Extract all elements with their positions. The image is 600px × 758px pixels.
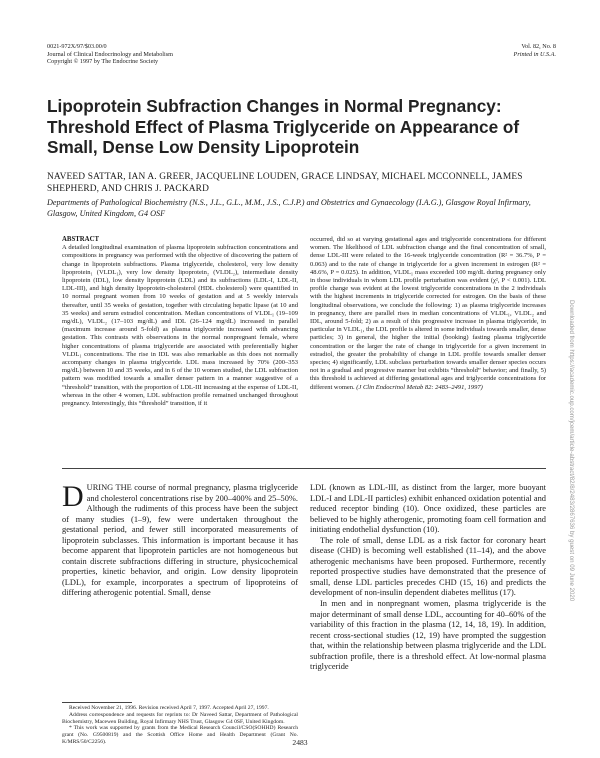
issn-line: 0021-972X/97/$03.00/0 bbox=[47, 43, 107, 50]
journal-header-left bbox=[47, 43, 173, 66]
intro-paragraph bbox=[62, 480, 298, 599]
footnote-support: * This work was supported by grants from the Medical Research Council/CSO(SOHHD) Research grant (No. G9500819) and the Scottish Office Home and Health Department (Grant No. K/MRS/50/C2256). bbox=[62, 725, 298, 745]
page-number: 2483 bbox=[292, 738, 308, 747]
abstract-left-column bbox=[62, 236, 298, 408]
volume-line: Vol. 82, No. 8 bbox=[521, 43, 556, 50]
article-title: Lipoprotein Subfraction Changes in Normal Pregnancy: Threshold Effect of Plasma Triglyceride on Appearance of Small, Dense Low Density Lipoprotein bbox=[47, 96, 520, 157]
author-list: NAVEED SATTAR, IAN A. GREER, JACQUELINE LOUDEN, GRACE LINDSAY, MICHAEL MCCONNELL, JAMES SHEPHERD, AND CHRIS J. PACKARD bbox=[47, 172, 523, 195]
download-watermark-text: Downloaded from https://academic.oup.com/jcem/article-abstract/82/8/2483/2867636 by guest on 09 June 2020 bbox=[568, 300, 575, 602]
section-divider bbox=[62, 468, 546, 469]
abstract-citation: (J Clin Endocrinol Metab 82: 2483–2491, 1997) bbox=[356, 383, 483, 391]
affiliation: Departments of Pathological Biochemistry (N.S., J.L., G.L., M.M., J.S., C.J.P.) and Obstetrics and Gynaecology (I.A.G.), Glasgow Royal Infirmary, Glasgow, United Kingdom, G4 OSF bbox=[47, 198, 531, 219]
journal-name-line: Journal of Clinical Endocrinology and Metabolism bbox=[47, 50, 173, 58]
printed-line: Printed in U.S.A. bbox=[513, 50, 556, 58]
intro-paragraph-text: URING THE course of normal pregnancy, plasma triglyceride and cholesterol concentrations rise by 200–400% and 25–50%. Although the rudiments of this process have been the subject of many studies (1–9), few were undertaken throughout the gestational period, and fewer still incorporated measurements of lipoprotein subclasses. This information is important because it has become apparent that lipoprotein particles are not homogeneous but contain discrete subfractions differing in structure, physicochemical properties, kinetic behavior, and origin. Low density lipoprotein (LDL), for example, incorporates a spectrum of lipoproteins of differing atherogenic potential. Small, dense bbox=[62, 483, 298, 598]
abstract-right-column bbox=[310, 236, 546, 392]
footnote-divider bbox=[62, 702, 132, 703]
body-paragraph-3: In men and in nonpregnant women, plasma triglyceride is the major determinant of small dense LDL, accounting for 40–60% of the variability of this fraction in the plasma (12, 14, 18, 19). In addition, recent cross-sectional studies (12, 19) have prompted the suggestion that, within the relationship between plasma triglyceride and the LDL subfraction profile, there is a threshold effect. At low-normal plasma triglyceride bbox=[310, 599, 546, 672]
abstract-left-text: A detailed longitudinal examination of plasma lipoprotein subfraction concentrations and compositions in pregnancy was performed with the objective of discovering the pattern of change in lipoprotein subfractions. Plasma triglyceride, cholesterol, very low density lipoprotein₁ (VLDL₁), very low density lipoprotein₂ (VLDL₂), intermediate density lipoprotein (IDL), low density lipoprotein (LDL) and its subfractions (LDL-I, LDL-II, LDL-III), and high density lipoprotein-cholesterol (HDL cholesterol) were quantified in 10 normal pregnant women from 10 weeks of gestation and at 5 weekly intervals thereafter, until 35 weeks of gestation, together with circulating hepatic lipase (at 10 and 35 weeks) and serum estradiol concentration. Median concentrations of VLDL₁ (19–109 mg/dL), VLDL₂ (17–103 mg/dL) and IDL (26–124 mg/dL) increased in parallel (maximum increase around 5-fold) as plasma triglyceride increased with advancing gestation. This contrasts with observations in the normal nonpregnant female, where higher concentrations of plasma triglyceride are associated with preferentially higher VLDL₁ concentrations. The rise in IDL was also remarkable as this does not normally accompany changes in plasma triglyceride. LDL mass increased by 70% (200–353 mg/dL) between 10 and 35 weeks, and in 6 of the 10 women studied, the LDL subfraction pattern was modified towards a smaller denser pattern in a manner suggestive of a “threshold” transition, with the proportion of LDL-III increasing at the expense of LDL-II, whereas in the other 4 women, LDL subfraction profile remained unchanged throughout pregnancy. Interestingly, this “threshold” transition, if it bbox=[62, 244, 298, 408]
abstract-right-text: occurred, did so at varying gestational ages and triglyceride concentrations for different women. The likelihood of LDL subfraction change and the final concentration of small, dense LDL-III were related to the 16-week triglyceride concentration (R² = 36.7%, P = 0.063) and to the rate of change in triglyceride for a given increment in estrogen (R² = 48.6%, P = 0.025). In addition, VLDL₁ mass exceeded 100 mg/dL during pregnancy only in those individuals in whom LDL profile perturbation was evident (χ², P < 0.001). LDL profile change was evident at the lowest triglyceride concentrations in the 2 individuals with the highest increments in triglyceride corrected for estrogen. On the basis of these longitudinal observations, we conclude the following: 1) as plasma triglyceride increases in pregnancy, there are parallel rises in median concentrations of VLDL₁, VLDL₂ and IDL, around 5-fold; 2) as a result of this progressive increase in plasma triglyceride, in particular in VLDL₁, the LDL profile is altered in some individuals towards smaller, dense particles; 3) in general, the higher the initial (booking) fasting plasma triglyceride concentration or the larger the rate of change in triglyceride for a given increment in estradiol, the greater the probability of change in LDL profile towards smaller denser species; 4) significantly, LDL subclass perturbation towards smaller denser species occurs not in a gradual and progressive manner but exhibits “threshold” behavior; and finally, 5) this threshold is achieved at differing gestational ages and triglyceride concentrations for different women. bbox=[310, 236, 546, 391]
footnote-received: Received November 21, 1996. Revision received April 7, 1997. Accepted April 27, 1997. bbox=[69, 705, 269, 711]
download-watermark bbox=[565, 300, 579, 720]
copyright-line: Copyright © 1997 by The Endocrine Society bbox=[47, 58, 159, 66]
body-left-column bbox=[62, 480, 298, 599]
drop-cap: D bbox=[62, 480, 84, 513]
abstract-heading: ABSTRACT bbox=[62, 236, 100, 243]
body-right-column bbox=[310, 483, 546, 673]
footnote-address: Address correspondence and requests for reprints to: Dr Naveed Sattar, Department of Pathological Biochemistry, Macewen Building, Royal Infirmary NHS Trust, Glasgow G4 0SF, United Kingdom. bbox=[62, 711, 298, 725]
journal-header-right bbox=[514, 43, 556, 58]
body-paragraph-1: LDL (known as LDL-III, as distinct from the larger, more buoyant LDL-I and LDL-II particles) exhibit enhanced oxidation potential and reduced receptor binding (10). Once oxidized, these particles are believed to be highly atherogenic, promoting foam cell formation and initiating endothelial dysfunction (10). bbox=[310, 483, 546, 535]
body-paragraph-2: The role of small, dense LDL as a risk factor for coronary heart disease (CHD) is becoming well established (11–14), and the above atherogenic mechanisms have been proposed. Furthermore, recently reported prospective studies have demonstrated that the presence of small, dense LDL particles precedes CHD (15, 16) and predicts the development of non-insulin dependent diabetes mellitus (17). bbox=[310, 535, 546, 598]
